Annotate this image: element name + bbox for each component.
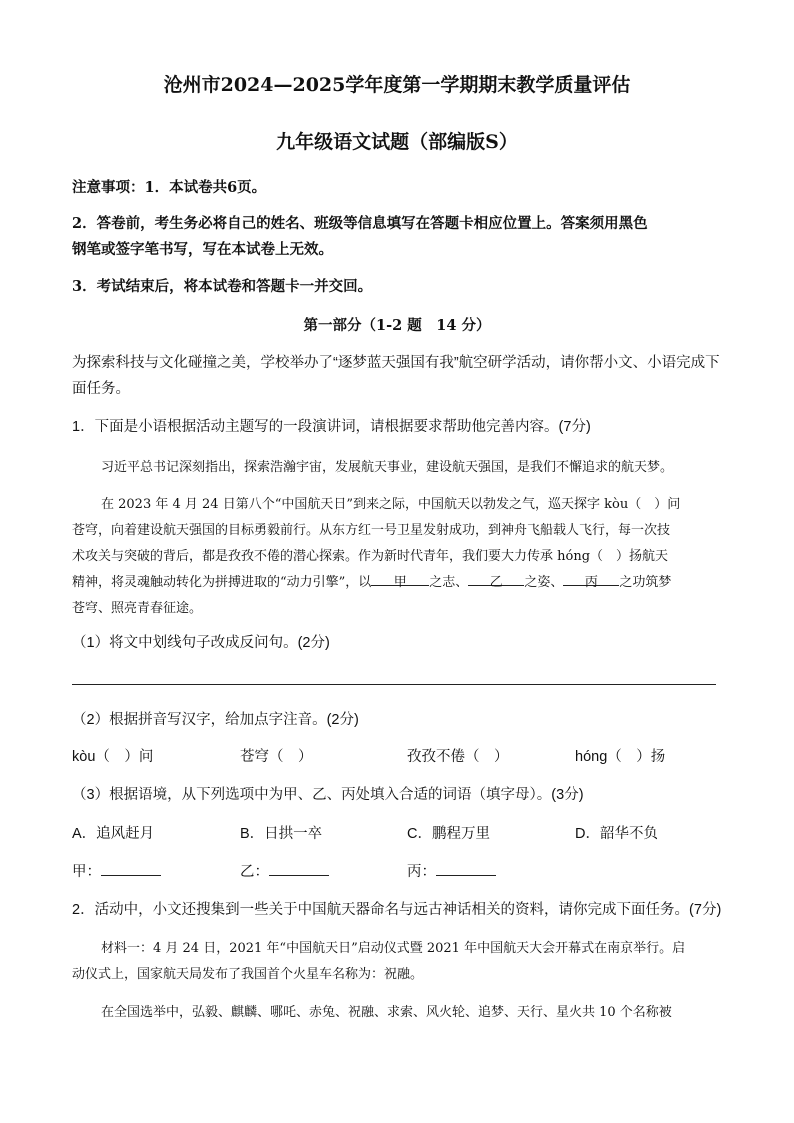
answer-bing — [407, 860, 496, 881]
answer-jia-blank[interactable] — [101, 861, 161, 876]
material-1-line-3: 在全国选举中，弘毅、麒麟、哪吒、赤兔、祝融、求索、风火轮、追梦、天行、星火共 10 个名称被 — [101, 1005, 672, 1020]
answer-yi — [240, 860, 329, 881]
speech-line-5-text-b: 之志、 — [429, 575, 469, 590]
question-1: 1．下面是小语根据活动主题写的一段演讲词，请根据要求帮助他完善内容。(7分) — [72, 419, 591, 435]
speech-line-5-text-d: 之功筑梦 — [619, 575, 672, 590]
option-a: A．追风赶月 — [72, 826, 155, 842]
intro-line-2: 面任务。 — [72, 381, 130, 397]
notice-2b: 钢笔或签字笔书写，写在本试卷上无效。 — [72, 241, 333, 258]
pinyin-item-2: 苍穹（ ） — [240, 749, 313, 765]
answer-yi-blank[interactable] — [269, 861, 329, 876]
material-1-line-1: 材料一：4 月 24 日，2021 年“中国航天日”启动仪式暨 2021 年中国航天大会开幕式在南京举行。启 — [101, 941, 686, 956]
answer-jia-label: 甲： — [72, 864, 101, 880]
blank-jia: 甲 — [371, 571, 429, 586]
notice-2a: 2．答卷前，考生务必将自己的姓名、班级等信息填写在答题卡相应位置上。答案须用黑色 — [72, 215, 648, 232]
option-c: C．鹏程万里 — [407, 826, 490, 842]
answer-jia — [72, 860, 161, 881]
notice-1: 注意事项：1．本试卷共6页。 — [72, 179, 267, 196]
speech-line-5 — [72, 571, 671, 590]
question-2: 2．活动中，小文还搜集到一些关于中国航天器命名与远古神话相关的资料，请你完成下面任务。(7分) — [72, 902, 722, 918]
speech-line-1: 习近平总书记深刻指出，探索浩瀚宇宙，发展航天事业，建设航天强国，是我们不懈追求的航天梦。 — [101, 460, 674, 475]
answer-yi-label: 乙： — [240, 864, 269, 880]
sub-question-2: （2）根据拼音写汉字，给加点字注音。(2分) — [72, 712, 359, 728]
option-d: D．韶华不负 — [575, 826, 658, 842]
speech-line-2: 在 2023 年 4 月 24 日第八个“中国航天日”到来之际，中国航天以勃发之气，巡天探字 kòu（ ）问 — [101, 497, 681, 512]
answer-line[interactable] — [72, 684, 716, 685]
sub-question-3: （3）根据语境，从下列选项中为甲、乙、丙处填入合适的词语（填字母）。(3分) — [72, 787, 584, 803]
material-1-line-2: 动仪式上，国家航天局发布了我国首个火星车名称为：祝融。 — [72, 967, 424, 982]
speech-line-3: 苍穹，向着建设航天强国的目标勇毅前行。从东方红一号卫星发射成功，到神舟飞船载人飞行，每一次技 — [72, 523, 671, 538]
answer-bing-blank[interactable] — [436, 861, 496, 876]
option-b: B．日拱一卒 — [240, 826, 323, 842]
sub-question-1: （1）将文中划线句子改成反问句。(2分) — [72, 635, 330, 651]
exam-subtitle: 九年级语文试题（部编版S） — [276, 131, 518, 153]
speech-line-5-text-c: 之姿、 — [524, 575, 564, 590]
speech-line-5-text: 精神，将灵魂触动转化为拼搏进取的“动力引擎”，以 — [72, 575, 372, 590]
blank-bing: 丙 — [563, 571, 619, 586]
answer-bing-label: 丙： — [407, 864, 436, 880]
speech-line-4: 术攻关与突破的背后，都是孜孜不倦的潜心探索。作为新时代青年，我们要大力传承 hóng（ ）扬航天 — [72, 549, 669, 564]
exam-title: 沧州市2024—2025学年度第一学期期末教学质量评估 — [163, 74, 631, 96]
blank-yi: 乙 — [468, 571, 524, 586]
pinyin-item-3: 孜孜不倦（ ） — [407, 749, 509, 765]
pinyin-item-4: hóng（ ）扬 — [575, 749, 666, 765]
part-heading: 第一部分（1-2 题 14 分） — [303, 317, 491, 334]
speech-line-6: 苍穹、照亮青春征途。 — [72, 601, 203, 616]
pinyin-item-1: kòu（ ）问 — [72, 749, 154, 765]
notice-3: 3．考试结束后，将本试卷和答题卡一并交回。 — [72, 278, 373, 295]
intro-line-1: 为探索科技与文化碰撞之美，学校举办了“逐梦蓝天强国有我”航空研学活动，请你帮小文、小语完成下 — [72, 355, 720, 371]
